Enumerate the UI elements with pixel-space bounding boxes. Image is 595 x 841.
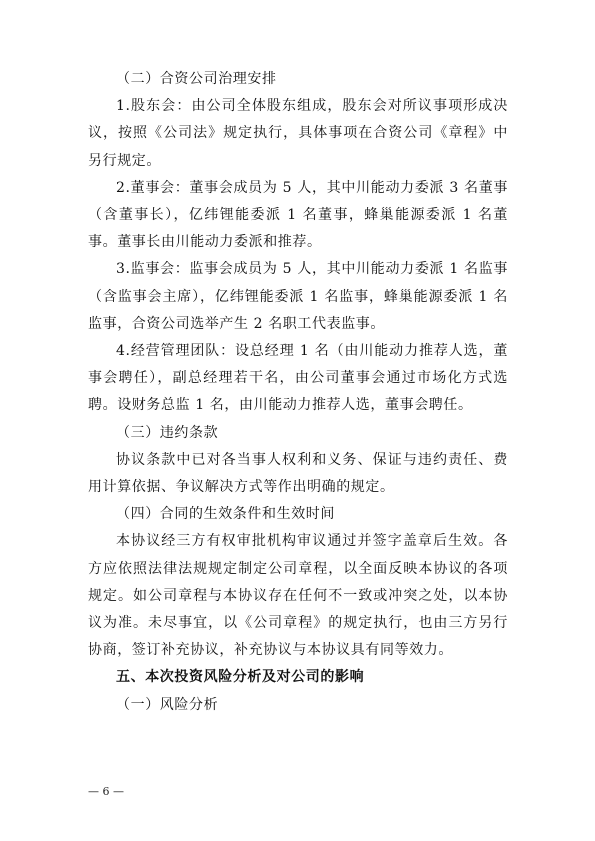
page-number: — 6 — [88,785,124,798]
paragraph-board-of-directors: 2.董事会：董事会成员为 5 人，其中川能动力委派 3 名董事（含董事长），亿纬锂能委派 1 名董事，蜂巢能源委派 1 名董事。董事长由川能动力委派和推荐。 [88,179,508,251]
section-heading-breach: （三）违约条款 [116,424,219,441]
section-heading-risk-analysis-impact: 五、本次投资风险分析及对公司的影响 [116,669,365,686]
paragraph-board-of-supervisors: 3.监事会：监事会成员为 5 人，其中川能动力委派 1 名监事（含监事会主席），亿纬锂能委派 1 名监事，蜂巢能源委派 1 名监事，合资公司选举产生 2 名职工代表监事。 [88,261,508,332]
document-body [88,66,508,719]
section-heading-effectiveness: （四）合同的生效条件和生效时间 [116,506,335,523]
paragraph-breach-clauses: 协议条款中已对各当事人权利和义务、保证与违约责任、费用计算依据、争议解决方式等作出明确的规定。 [88,451,508,496]
section-heading-governance: （二）合资公司治理安排 [116,71,277,87]
section-heading-risk-analysis: （一）风险分析 [116,696,219,713]
paragraph-effectiveness: 本协议经三方有权审批机构审议通过并签字盖章后生效。各方应依照法律法规规定制定公司章程，以全面反映本协议的各项规定。如公司章程与本协议存在任何不一致或冲突之处，以本协议为准。未尽事宜，以《公司章程》的规定执行，也由三方另行协商，签订补充协议，补充协议与本协议具有同等效力。 [88,533,508,659]
paragraph-management-team: 4.经营管理团队：设总经理 1 名（由川能动力推荐人选，董事会聘任），副总经理若干名，由公司董事会通过市场化方式选聘。设财务总监 1 名，由川能动力推荐人选，董事会聘任。 [88,343,508,414]
paragraph-shareholders-meeting: 1.股东会：由公司全体股东组成，股东会对所议事项形成决议，按照《公司法》规定执行，具体事项在合资公司《章程》中另行规定。 [88,98,508,169]
